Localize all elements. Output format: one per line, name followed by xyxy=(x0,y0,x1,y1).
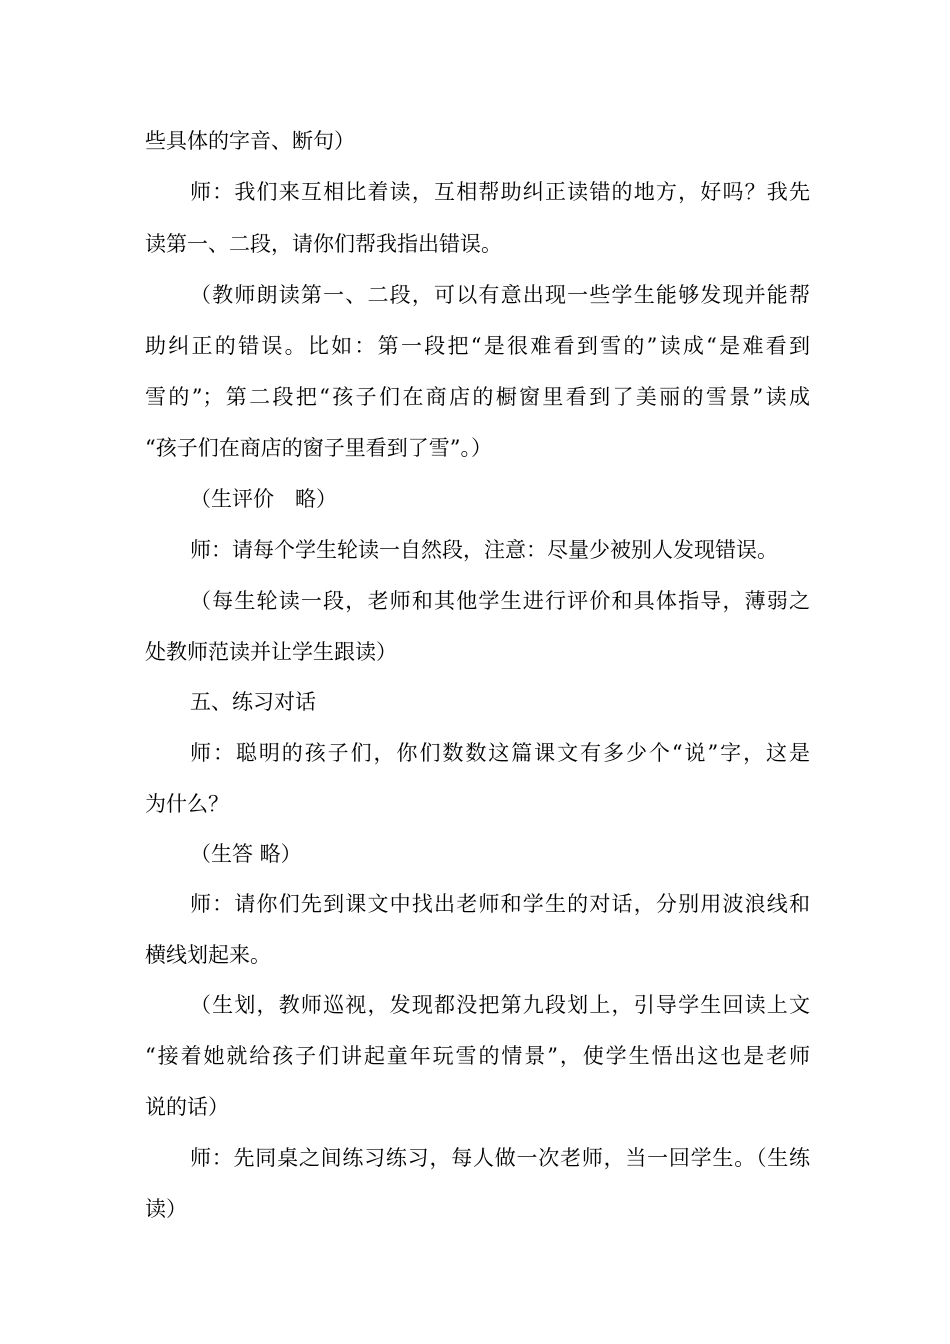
section-heading: 五、练习对话 xyxy=(190,690,316,714)
text-line: “孩子们在商店的窗子里看到了雪”。） xyxy=(145,436,492,460)
text-line: 师：请每个学生轮读一自然段，注意：尽量少被别人发现错误。 xyxy=(190,538,778,562)
text-line: 师：先同桌之间练习练习，每人做一次老师，当一回学生。（生练 xyxy=(190,1146,810,1170)
text-line: （每生轮读一段，老师和其他学生进行评价和具体指导，薄弱之 xyxy=(190,589,810,613)
text-line: 读） xyxy=(145,1197,187,1221)
text-line: （生答 略） xyxy=(190,842,302,866)
text-line: 师：请你们先到课文中找出老师和学生的对话，分别用波浪线和 xyxy=(190,892,810,916)
text-line: 师：我们来互相比着读，互相帮助纠正读错的地方，好吗？我先 xyxy=(190,180,810,204)
text-line: 说的话） xyxy=(145,1095,229,1119)
text-line: 读第一、二段，请你们帮我指出错误。 xyxy=(145,232,502,256)
text-line: 处教师范读并让学生跟读） xyxy=(145,640,397,664)
text-line: （生划，教师巡视，发现都没把第九段划上，引导学生回读上文 xyxy=(190,993,810,1017)
text-line: 师：聪明的孩子们，你们数数这篇课文有多少个“说”字，这是 xyxy=(190,741,810,765)
text-line: （生评价 略） xyxy=(190,487,337,511)
text-line: 助纠正的错误。比如：第一段把“是很难看到雪的”读成“是难看到 xyxy=(145,334,810,358)
text-line: 为什么？ xyxy=(145,792,229,816)
text-line: “接着她就给孩子们讲起童年玩雪的情景”，使学生悟出这也是老师 xyxy=(145,1044,810,1068)
text-line: 雪的”；第二段把“孩子们在商店的橱窗里看到了美丽的雪景”读成 xyxy=(145,385,810,409)
text-line: 些具体的字音、断句） xyxy=(145,129,355,153)
text-line: （教师朗读第一、二段，可以有意出现一些学生能够发现并能帮 xyxy=(190,283,810,307)
text-line: 横线划起来。 xyxy=(145,943,271,967)
